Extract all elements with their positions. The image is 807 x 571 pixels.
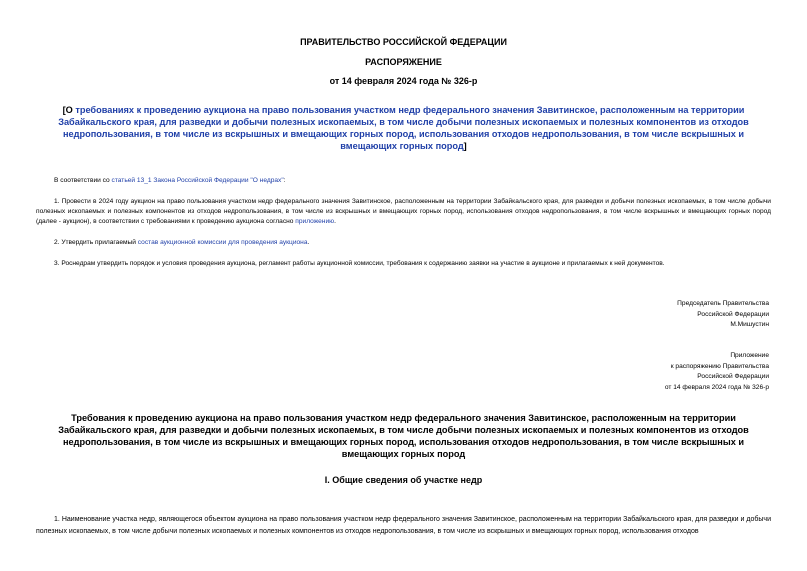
signature-block (677, 299, 769, 331)
item-3-text: 3. Роснедрам утвердить порядок и условия проведения аукциона, регламент работы аукционной комиссии, требования к содержанию заявки на участие в аукционе и прилагаемых к ней документов. (54, 260, 665, 267)
document-subject (36, 104, 771, 152)
commission-link[interactable]: состав аукционной комиссии для проведения аукциона (137, 239, 308, 246)
appendix-block (665, 351, 769, 393)
item-3 (36, 259, 771, 269)
section-1-item-1 (36, 514, 771, 538)
appendix-country: Российской Федерации (697, 373, 769, 381)
section-1-item-1-text: 1. Наименование участка недр, являющегося объектом аукциона на право пользования участком недр федерального значения Завитинское, расположенным на территории Забайкальского края, для разведки и добычи полезных ископаемых, в том числе добычи полезных ископаемых и полезных компонентов из отходов недропользования, в том числе из вскрышных и вмещающих горных пород, использования отходов (36, 516, 771, 535)
preamble-text: В соответствии со (54, 177, 112, 184)
subject-link[interactable]: требованиях к проведению аукциона на право пользования участком недр федерального значения Завитинское, расположенным на территории Забайкальского края, для разведки и добычи полезных ископаемых, в том числе добычи полезных ископаемых и полезных компонентов из отходов недропользования, в том числе из вскрышных и вмещающих горных пород, использования отходов недропользования, в том числе вскрышных и вмещающих горных пород (58, 105, 749, 151)
signature-name: М.Мишустин (730, 321, 769, 329)
appendix-date: от 14 февраля 2024 года № 326-р (664, 383, 769, 391)
appendix-link[interactable]: приложению (295, 218, 335, 225)
preamble: В соответствии со статьей 13_1 Закона Российской Федерации "О недрах": (54, 177, 286, 184)
appendix-label: Приложение (730, 352, 769, 359)
government-heading: ПРАВИТЕЛЬСТВО РОССИЙСКОЙ ФЕДЕРАЦИИ (300, 37, 507, 47)
document-date-number: от 14 февраля 2024 года № 326-р (329, 76, 478, 86)
item-2: 2. Утвердить прилагаемый состав аукционной комиссии для проведения аукциона. (54, 239, 310, 246)
item-2-text: 2. Утвердить прилагаемый (54, 239, 138, 246)
document-type: РАСПОРЯЖЕНИЕ (365, 57, 442, 67)
signature-title: Председатель Правительства (677, 300, 769, 307)
item-1-text: 1. Провести в 2024 году аукцион на право пользования участком недр федерального значения Завитинское, расположенным на территории Забайкальского края, для разведки и добычи полезных ископаемых, в том числе добычи полезных ископаемых и полезных компонентов из отходов недропользования, в том числе из вскрышных и вмещающих горных пород, использования отходов недропользования, в том числе вскрышных и вмещающих горных пород (далее - аукцион), в соответствии с требованиями к проведению аукциона согласно (36, 198, 771, 225)
section-1-title: I. Общие сведения об участке недр (324, 475, 483, 485)
law-article-link[interactable]: статьей 13_1 Закона Российской Федерации "О недрах" (111, 177, 284, 184)
signature-country: Российской Федерации (697, 310, 769, 318)
subject-bracket-close: ] (463, 141, 467, 151)
subject-bracket-open: [О (62, 105, 76, 115)
requirements-title: Требования к проведению аукциона на право пользования участком недр федерального значения Завитинское, расположенным на территории Забайкальского края, для разведки и добычи полезных ископаемых, в том числе добычи полезных ископаемых и полезных компонентов из отходов недропользования, в том числе из вскрышных и вмещающих горных пород, использования отходов недропользования, в том числе вскрышных и вмещающих горных пород (58, 413, 749, 459)
item-1: 1. Провести в 2024 году аукцион на право пользования участком недр федерального значения Завитинское, расположенным на территории Забайкальского края, для разведки и добычи полезных ископаемых, в том числе добычи полезных ископаемых и полезных компонентов из отходов недропользования, в том числе из вскрышных и вмещающих горных пород, использования отходов недропользования, в том числе вскрышных и вмещающих горных пород (далее - аукцион), в соответствии с требованиями к проведению аукциона согласно приложению. (36, 198, 771, 225)
appendix-ref: к распоряжению Правительства (670, 362, 769, 370)
